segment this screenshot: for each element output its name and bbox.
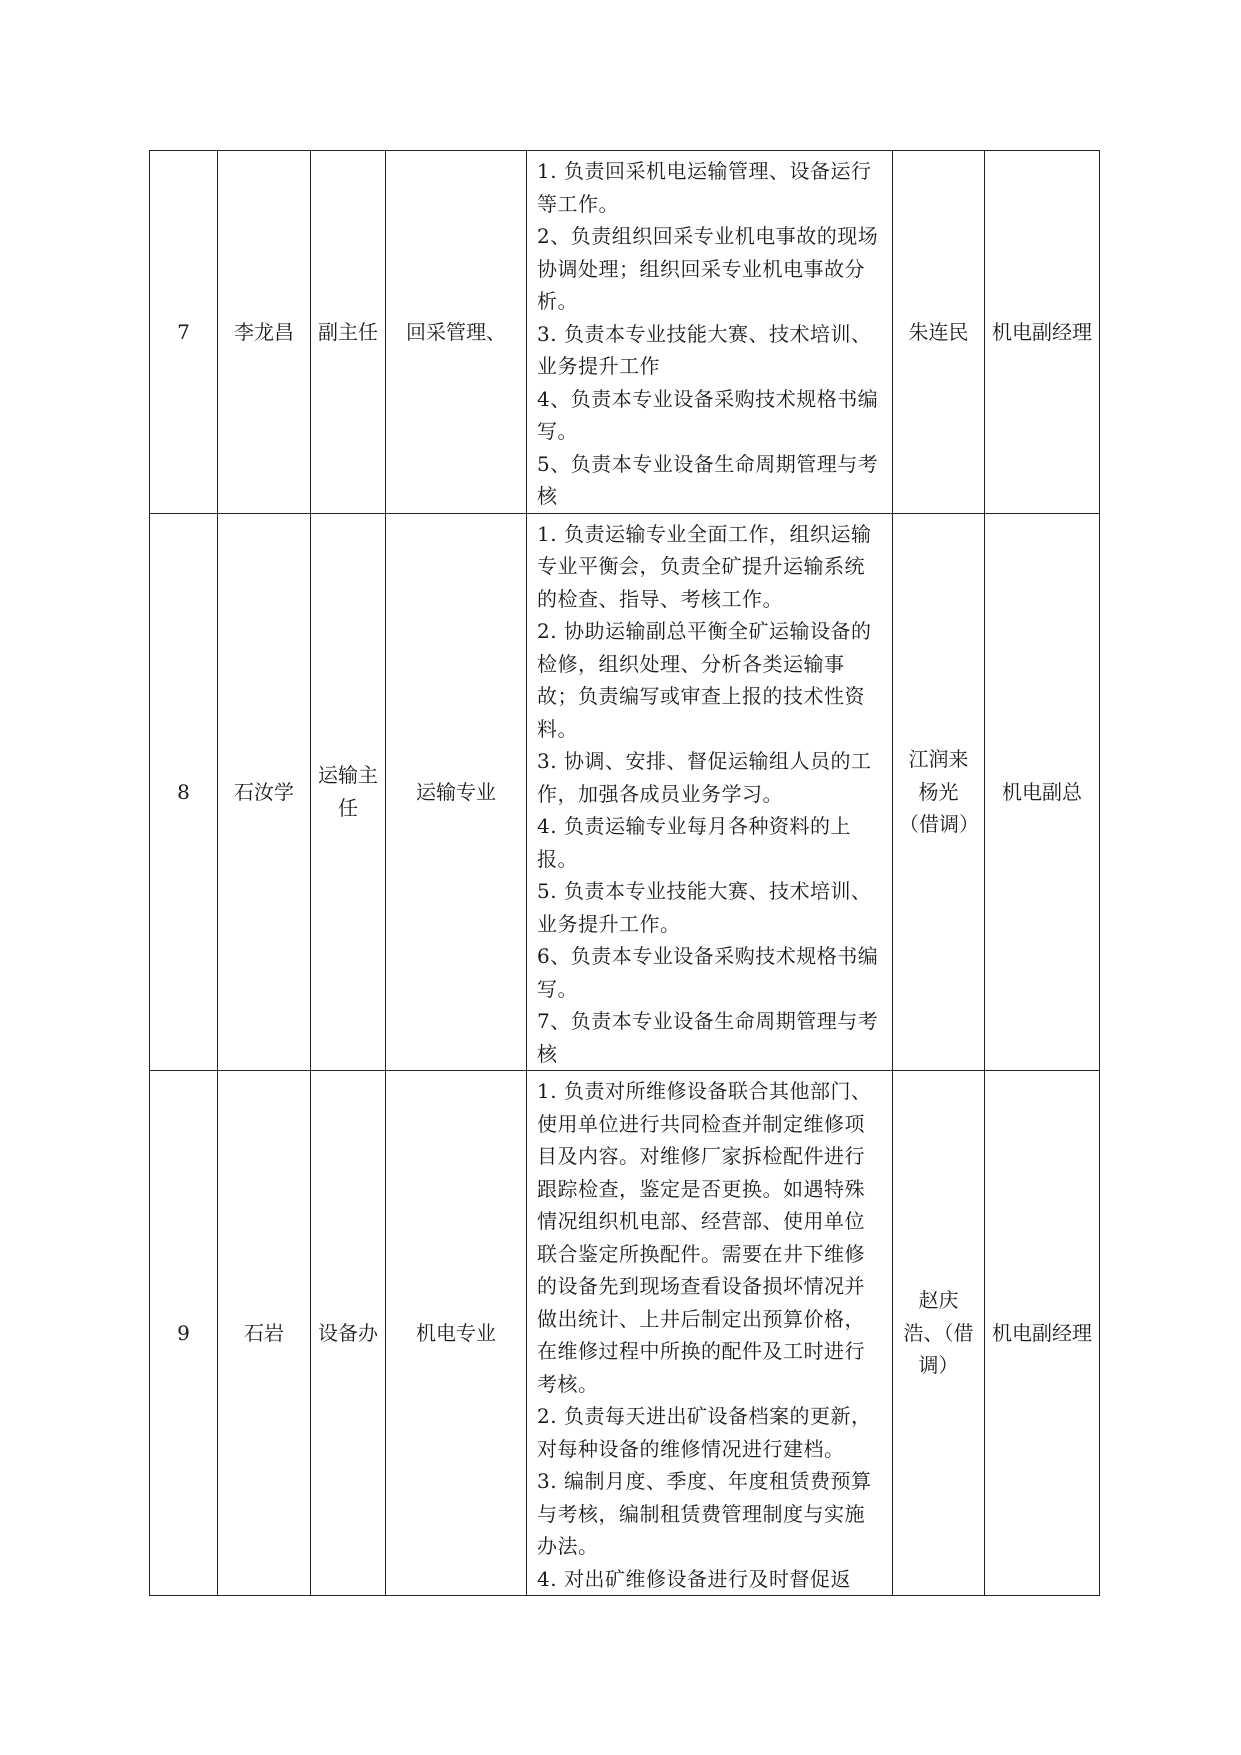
row-number-cell: 8	[150, 513, 218, 1071]
duty-item: 7、负责本专业设备生命周期管理与考核	[537, 1009, 879, 1066]
table-row	[150, 151, 1100, 514]
leader-cell: 机电副经理	[985, 1071, 1100, 1596]
duties-cell	[527, 151, 893, 514]
row-number-cell: 7	[150, 151, 218, 514]
duty-item: 4. 对出矿维修设备进行及时督促返	[537, 1566, 851, 1591]
duty-item: 4. 负责运输专业每月各种资料的上报。	[537, 814, 851, 871]
leader-cell: 机电副经理	[985, 151, 1100, 514]
backup-person-cell: 赵庆浩、（借调）	[893, 1071, 985, 1596]
backup-person-cell: 朱连民	[893, 151, 985, 514]
duty-item: 1. 负责运输专业全面工作，组织运输专业平衡会，负责全矿提升运输系统的检查、指导、考核工作。	[537, 521, 872, 611]
duty-assignment-table	[149, 150, 1100, 1596]
position-cell: 设备办	[311, 1071, 386, 1596]
duty-item: 2. 负责每天进出矿设备档案的更新，对每种设备的维修情况进行建档。	[537, 1404, 872, 1461]
table-row	[150, 1071, 1100, 1596]
duty-item: 1. 负责回采机电运输管理、设备运行等工作。	[537, 159, 872, 216]
position-cell: 运输主任	[311, 513, 386, 1071]
duty-item: 4、负责本专业设备采购技术规格书编写。	[537, 386, 879, 443]
position-cell: 副主任	[311, 151, 386, 514]
duty-item: 1. 负责对所维修设备联合其他部门、使用单位进行共同检查并制定维修项目及内容。对维修厂家拆检配件进行跟踪检查，鉴定是否更换。如遇特殊情况组织机电部、经营部、使用单位联合鉴定所换配件。需要在井下维修的设备先到现场查看设备损坏情况并做出统计、上井后制定出预算价格，在维修过程中所换的配件及工时进行考核。	[537, 1079, 872, 1396]
duty-item: 5. 负责本专业技能大赛、技术培训、业务提升工作。	[537, 879, 872, 936]
backup-person-cell: 江润来杨光（借调）	[893, 513, 985, 1071]
duty-item: 3. 编制月度、季度、年度租赁费预算与考核，编制租赁费管理制度与实施办法。	[537, 1469, 872, 1558]
specialty-cell: 机电专业	[386, 1071, 527, 1596]
person-name-cell: 石汝学	[218, 513, 311, 1071]
duty-item: 2. 协助运输副总平衡全矿运输设备的检修，组织处理、分析各类运输事故；负责编写或审查上报的技术性资料。	[537, 619, 872, 741]
table-row	[150, 513, 1100, 1071]
duty-item: 6、负责本专业设备采购技术规格书编写。	[537, 944, 879, 1001]
duty-item: 5、负责本专业设备生命周期管理与考核	[537, 451, 879, 508]
specialty-cell: 回采管理、	[386, 151, 527, 514]
specialty-cell: 运输专业	[386, 513, 527, 1071]
leader-cell: 机电副总	[985, 513, 1100, 1071]
person-name-cell: 李龙昌	[218, 151, 311, 514]
duty-item: 3. 负责本专业技能大赛、技术培训、业务提升工作	[537, 321, 872, 378]
row-number-cell: 9	[150, 1071, 218, 1596]
duties-cell	[527, 1071, 893, 1596]
duties-cell	[527, 513, 893, 1071]
person-name-cell: 石岩	[218, 1071, 311, 1596]
duty-item: 2、负责组织回采专业机电事故的现场协调处理；组织回采专业机电事故分析。	[537, 224, 879, 313]
duty-item: 3. 协调、安排、督促运输组人员的工作，加强各成员业务学习。	[537, 749, 872, 806]
